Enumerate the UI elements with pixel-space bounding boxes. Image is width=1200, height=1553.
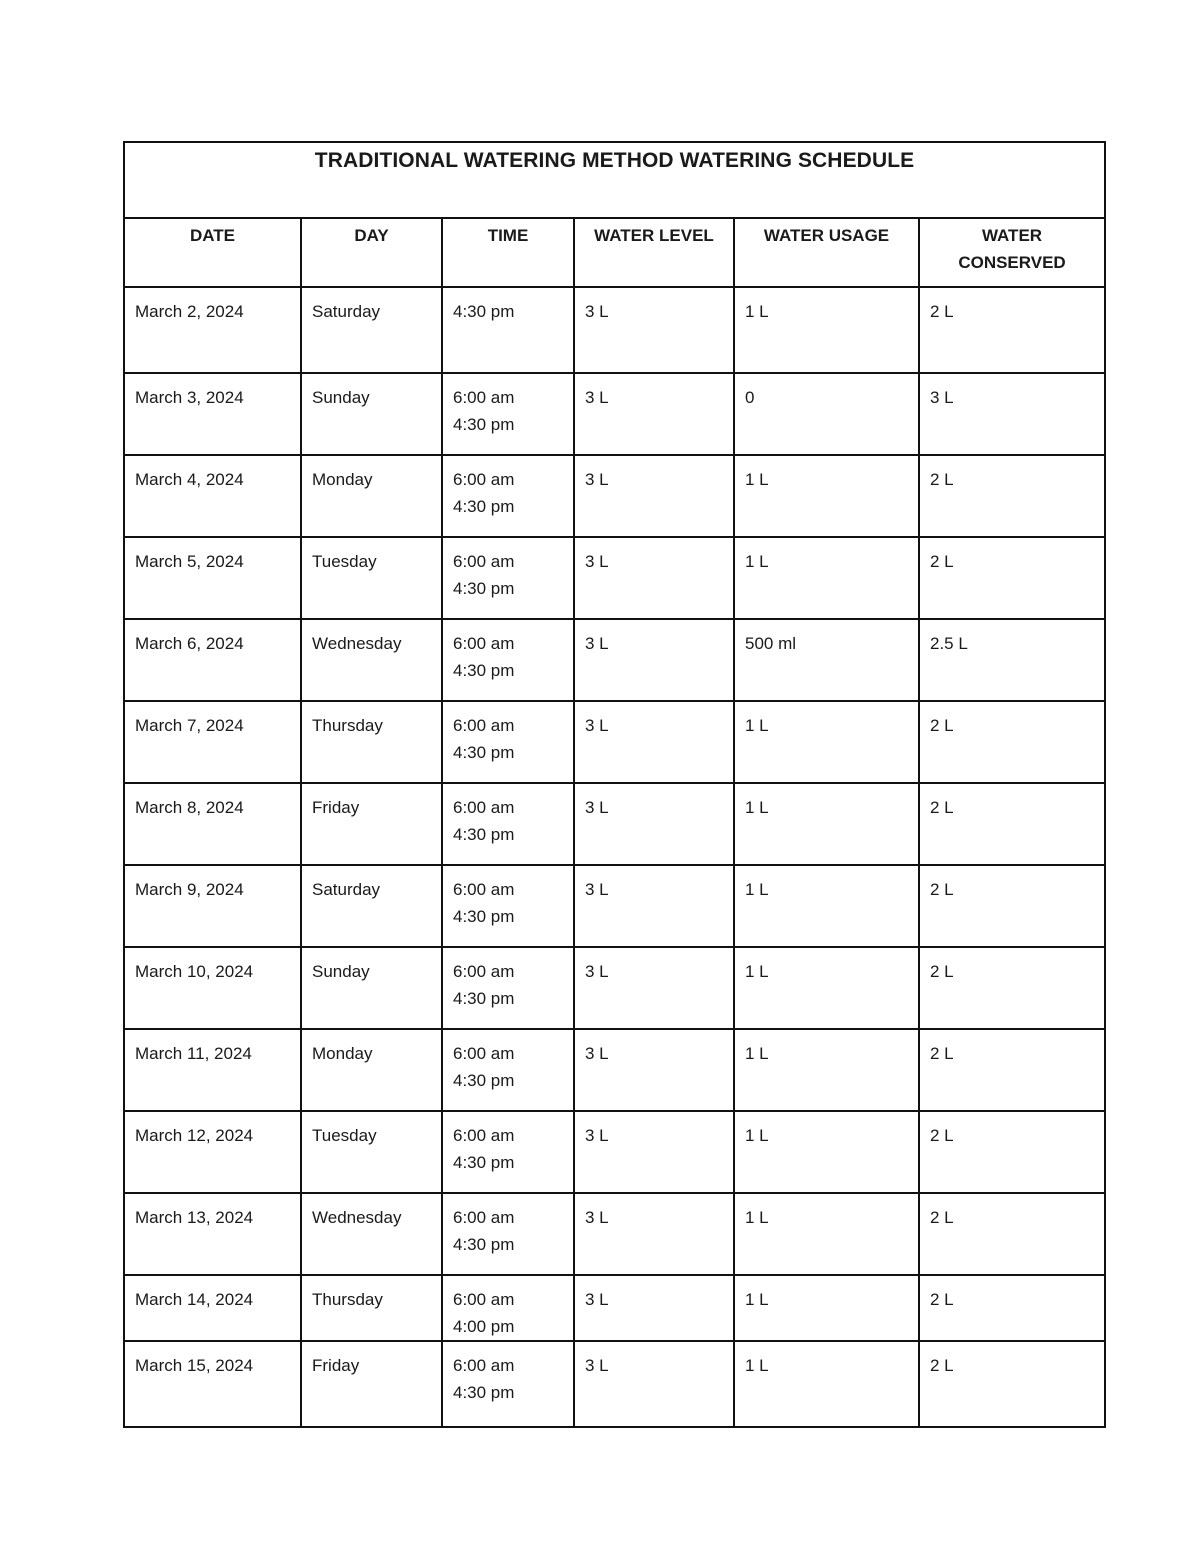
cell-time1-text: 6:00 am — [453, 470, 515, 489]
cell-date-text: March 3, 2024 — [135, 388, 244, 407]
cell-time1-text: 6:00 am — [453, 1044, 515, 1063]
cell-time1-text: 6:00 am — [453, 388, 515, 407]
cell-water-usage-text: 0 — [745, 388, 755, 407]
cell-water-conserved — [919, 619, 1105, 701]
cell-water-conserved — [919, 1193, 1105, 1275]
cell-time1-text: 6:00 am — [453, 1356, 515, 1375]
watering-schedule-table — [123, 141, 1106, 1428]
cell-day — [301, 1275, 442, 1341]
cell-time1-text: 6:00 am — [453, 1208, 515, 1227]
cell-water-level — [574, 537, 734, 619]
cell-water-usage — [734, 1029, 919, 1111]
cell-water-usage-text: 1 L — [745, 1208, 769, 1227]
table-row — [124, 1275, 1105, 1341]
header-water-conserved: WATER CONSERVED — [919, 218, 1105, 287]
cell-time — [442, 1193, 574, 1275]
cell-date — [124, 783, 301, 865]
cell-water-conserved-text: 2 L — [930, 302, 954, 321]
cell-time2-text: 4:30 pm — [453, 661, 515, 680]
cell-water-conserved — [919, 701, 1105, 783]
cell-water-level-text: 3 L — [585, 1126, 609, 1145]
cell-time1-text: 6:00 am — [453, 880, 515, 899]
cell-water-level-text: 3 L — [585, 798, 609, 817]
cell-time1-text: 6:00 am — [453, 1126, 515, 1145]
cell-water-usage-text: 1 L — [745, 1044, 769, 1063]
cell-day-text: Saturday — [312, 880, 381, 899]
cell-day — [301, 619, 442, 701]
cell-water-level — [574, 373, 734, 455]
cell-date-text: March 5, 2024 — [135, 552, 244, 571]
cell-time2-text: 4:00 pm — [453, 1317, 515, 1336]
cell-time2-text: 4:30 pm — [453, 415, 515, 434]
cell-water-usage — [734, 947, 919, 1029]
cell-time2-text: 4:30 pm — [453, 907, 515, 926]
cell-time2-text: 4:30 pm — [453, 1071, 515, 1090]
cell-water-conserved-text: 2 L — [930, 798, 954, 817]
cell-day-text: Thursday — [312, 716, 383, 735]
cell-water-usage-text: 1 L — [745, 962, 769, 981]
cell-date-text: March 12, 2024 — [135, 1126, 254, 1145]
cell-day — [301, 1341, 442, 1427]
cell-date-text: March 7, 2024 — [135, 716, 244, 735]
cell-water-conserved — [919, 1341, 1105, 1427]
cell-date-text: March 9, 2024 — [135, 880, 244, 899]
cell-date — [124, 865, 301, 947]
cell-day-text: Tuesday — [312, 552, 377, 571]
table-row — [124, 1341, 1105, 1427]
cell-water-usage-text: 1 L — [745, 302, 769, 321]
cell-time — [442, 783, 574, 865]
cell-water-level — [574, 455, 734, 537]
table-row — [124, 865, 1105, 947]
table-row — [124, 373, 1105, 455]
table-title: TRADITIONAL WATERING METHOD WATERING SCHEDULE — [124, 142, 1105, 218]
cell-time2-text: 4:30 pm — [453, 1153, 515, 1172]
cell-time2-text: 4:30 pm — [453, 825, 515, 844]
cell-date — [124, 1275, 301, 1341]
cell-time — [442, 1275, 574, 1341]
cell-water-usage — [734, 287, 919, 373]
cell-water-usage — [734, 1193, 919, 1275]
cell-water-level — [574, 1029, 734, 1111]
cell-water-usage-text: 1 L — [745, 716, 769, 735]
header-date: DATE — [124, 218, 301, 287]
cell-water-conserved — [919, 537, 1105, 619]
cell-time2-text: 4:30 pm — [453, 1383, 515, 1402]
table-body — [124, 287, 1105, 1427]
cell-day — [301, 783, 442, 865]
cell-day-text: Monday — [312, 1044, 373, 1063]
cell-water-conserved — [919, 1111, 1105, 1193]
cell-water-level-text: 3 L — [585, 1356, 609, 1375]
cell-date-text: March 10, 2024 — [135, 962, 254, 981]
cell-time1-text: 6:00 am — [453, 962, 515, 981]
cell-time1-text: 6:00 am — [453, 634, 515, 653]
cell-time2-text: 4:30 pm — [453, 497, 515, 516]
cell-water-usage — [734, 783, 919, 865]
cell-water-conserved-text: 2 L — [930, 1126, 954, 1145]
table-row — [124, 1111, 1105, 1193]
cell-water-usage — [734, 455, 919, 537]
cell-water-conserved-text: 2 L — [930, 552, 954, 571]
cell-water-level — [574, 865, 734, 947]
cell-time — [442, 1341, 574, 1427]
cell-time1-text: 4:30 pm — [453, 302, 515, 321]
cell-water-level — [574, 701, 734, 783]
cell-time2-text: 4:30 pm — [453, 1235, 515, 1254]
cell-day — [301, 455, 442, 537]
cell-day — [301, 701, 442, 783]
cell-day-text: Sunday — [312, 962, 370, 981]
cell-time1-text: 6:00 am — [453, 716, 515, 735]
cell-water-level — [574, 783, 734, 865]
cell-date — [124, 947, 301, 1029]
cell-water-usage-text: 500 ml — [745, 634, 797, 653]
cell-date-text: March 15, 2024 — [135, 1356, 254, 1375]
cell-water-level-text: 3 L — [585, 716, 609, 735]
cell-water-conserved — [919, 373, 1105, 455]
cell-water-level — [574, 1193, 734, 1275]
cell-date — [124, 455, 301, 537]
cell-time — [442, 947, 574, 1029]
cell-water-conserved — [919, 455, 1105, 537]
cell-water-conserved — [919, 1029, 1105, 1111]
cell-water-level-text: 3 L — [585, 1044, 609, 1063]
header-water-level: WATER LEVEL — [574, 218, 734, 287]
cell-water-usage — [734, 619, 919, 701]
cell-day-text: Sunday — [312, 388, 370, 407]
cell-water-level — [574, 1341, 734, 1427]
cell-day-text: Friday — [312, 798, 360, 817]
cell-day — [301, 537, 442, 619]
cell-time — [442, 1029, 574, 1111]
cell-water-level — [574, 287, 734, 373]
cell-date-text: March 14, 2024 — [135, 1290, 254, 1309]
cell-time — [442, 865, 574, 947]
cell-date — [124, 1193, 301, 1275]
cell-time — [442, 537, 574, 619]
cell-time — [442, 701, 574, 783]
cell-water-level — [574, 619, 734, 701]
cell-water-conserved-text: 2 L — [930, 880, 954, 899]
cell-water-usage — [734, 537, 919, 619]
cell-water-conserved-text: 2 L — [930, 1290, 954, 1309]
cell-date — [124, 537, 301, 619]
cell-water-level-text: 3 L — [585, 962, 609, 981]
header-day: DAY — [301, 218, 442, 287]
cell-water-level-text: 3 L — [585, 302, 609, 321]
cell-water-usage — [734, 1275, 919, 1341]
cell-water-conserved-text: 2 L — [930, 1044, 954, 1063]
cell-water-conserved-text: 2 L — [930, 1208, 954, 1227]
cell-time — [442, 287, 574, 373]
table-row — [124, 455, 1105, 537]
cell-water-conserved-text: 2 L — [930, 470, 954, 489]
cell-water-level-text: 3 L — [585, 470, 609, 489]
cell-date-text: March 11, 2024 — [135, 1044, 252, 1063]
cell-water-conserved-text: 2 L — [930, 962, 954, 981]
cell-time — [442, 455, 574, 537]
cell-time2-text: 4:30 pm — [453, 989, 515, 1008]
cell-water-conserved-text: 2 L — [930, 716, 954, 735]
cell-water-usage-text: 1 L — [745, 1126, 769, 1145]
cell-water-usage-text: 1 L — [745, 798, 769, 817]
cell-water-conserved — [919, 783, 1105, 865]
cell-day — [301, 1193, 442, 1275]
cell-day-text: Monday — [312, 470, 373, 489]
cell-date-text: March 6, 2024 — [135, 634, 244, 653]
cell-day — [301, 865, 442, 947]
cell-water-usage — [734, 701, 919, 783]
cell-date — [124, 1111, 301, 1193]
cell-day — [301, 947, 442, 1029]
cell-water-level — [574, 1275, 734, 1341]
table-row — [124, 619, 1105, 701]
table-row — [124, 783, 1105, 865]
cell-time — [442, 619, 574, 701]
cell-water-level-text: 3 L — [585, 1290, 609, 1309]
cell-day-text: Wednesday — [312, 1208, 402, 1227]
cell-water-usage-text: 1 L — [745, 470, 769, 489]
cell-time1-text: 6:00 am — [453, 798, 515, 817]
cell-date — [124, 619, 301, 701]
cell-water-conserved — [919, 287, 1105, 373]
cell-date-text: March 4, 2024 — [135, 470, 244, 489]
cell-water-usage-text: 1 L — [745, 1356, 769, 1375]
table-row — [124, 701, 1105, 783]
cell-water-conserved-text: 2 L — [930, 1356, 954, 1375]
table-row — [124, 1029, 1105, 1111]
cell-day — [301, 287, 442, 373]
cell-day-text: Wednesday — [312, 634, 402, 653]
cell-date — [124, 287, 301, 373]
title-row — [124, 142, 1105, 218]
cell-water-usage — [734, 373, 919, 455]
cell-date — [124, 1029, 301, 1111]
cell-day — [301, 1029, 442, 1111]
cell-time — [442, 373, 574, 455]
cell-water-usage — [734, 1341, 919, 1427]
cell-water-level — [574, 1111, 734, 1193]
cell-time — [442, 1111, 574, 1193]
table-row — [124, 537, 1105, 619]
cell-date-text: March 2, 2024 — [135, 302, 244, 321]
cell-time1-text: 6:00 am — [453, 552, 515, 571]
cell-day — [301, 373, 442, 455]
cell-water-conserved — [919, 947, 1105, 1029]
cell-time1-text: 6:00 am — [453, 1290, 515, 1309]
cell-date — [124, 701, 301, 783]
cell-water-usage — [734, 1111, 919, 1193]
cell-water-usage-text: 1 L — [745, 880, 769, 899]
table-row — [124, 1193, 1105, 1275]
cell-water-level-text: 3 L — [585, 634, 609, 653]
table-row — [124, 287, 1105, 373]
cell-water-conserved — [919, 865, 1105, 947]
cell-time2-text: 4:30 pm — [453, 743, 515, 762]
cell-water-level-text: 3 L — [585, 552, 609, 571]
cell-water-level — [574, 947, 734, 1029]
cell-water-usage-text: 1 L — [745, 552, 769, 571]
cell-day-text: Friday — [312, 1356, 360, 1375]
cell-date-text: March 13, 2024 — [135, 1208, 254, 1227]
cell-date — [124, 373, 301, 455]
cell-water-level-text: 3 L — [585, 388, 609, 407]
cell-day-text: Tuesday — [312, 1126, 377, 1145]
header-row — [124, 218, 1105, 287]
cell-day — [301, 1111, 442, 1193]
cell-water-conserved-text: 3 L — [930, 388, 954, 407]
cell-water-usage-text: 1 L — [745, 1290, 769, 1309]
cell-water-level-text: 3 L — [585, 880, 609, 899]
header-water-usage: WATER USAGE — [734, 218, 919, 287]
cell-day-text: Thursday — [312, 1290, 383, 1309]
cell-date-text: March 8, 2024 — [135, 798, 244, 817]
cell-day-text: Saturday — [312, 302, 381, 321]
cell-water-conserved — [919, 1275, 1105, 1341]
cell-water-usage — [734, 865, 919, 947]
table-row — [124, 947, 1105, 1029]
cell-water-level-text: 3 L — [585, 1208, 609, 1227]
cell-water-conserved-text: 2.5 L — [930, 634, 968, 653]
cell-time2-text: 4:30 pm — [453, 579, 515, 598]
header-time: TIME — [442, 218, 574, 287]
cell-date — [124, 1341, 301, 1427]
